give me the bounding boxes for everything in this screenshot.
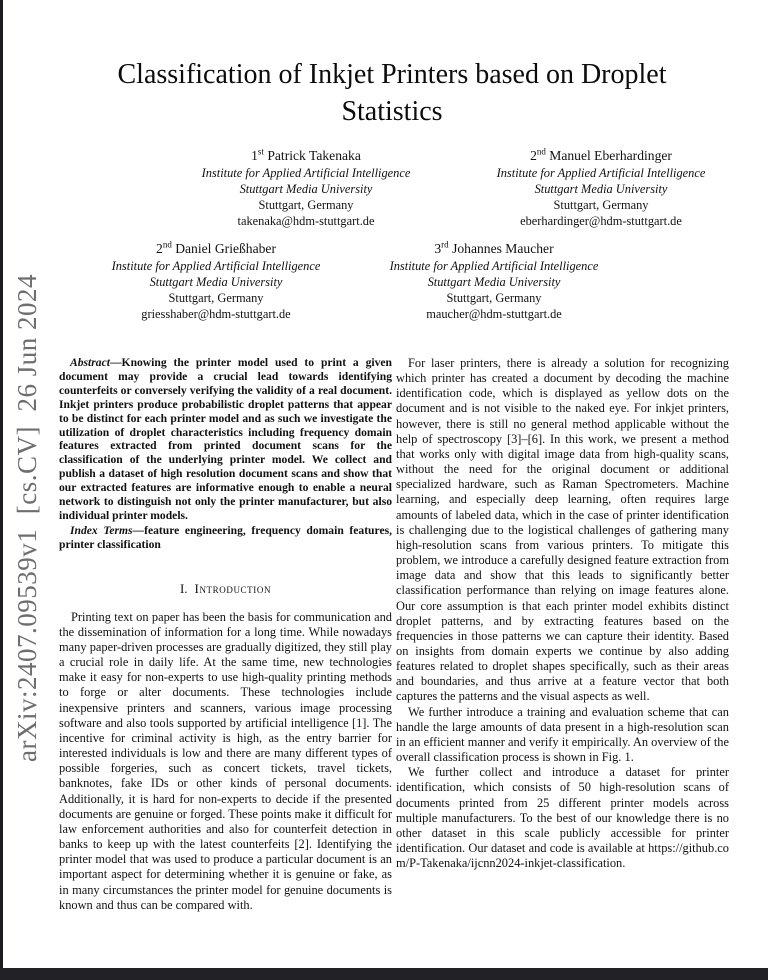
section-title: Introduction — [194, 580, 272, 596]
body-paragraph-3 — [396, 765, 729, 871]
abstract-text: —Knowing the printer model used to print a given document may provide a crucial lead towards identifying counterfeits or conversely verifying the validity of a real document. Inkjet printers produce probabilistic droplet patterns that appear to be distinct for each printer model and as such we investigate the utilization of droplet characteristics including frequency domain features extracted from printed document scans for the classification of the underlying printer model. We collect and publish a dataset of high resolution document scans and show that our extracted features are informative enough to enable a neural network to distinguish not only the printer manufacturer, but also individual printer models. — [59, 356, 392, 522]
author-name: 2nd Manuel Eberhardinger — [530, 146, 672, 163]
author-email: eberhardinger@hdm-stuttgart.de — [520, 214, 682, 228]
author-department: Institute for Applied Artificial Intelligence — [201, 166, 411, 180]
author-university: Stuttgart Media University — [534, 182, 668, 196]
author-block-4 — [329, 241, 659, 322]
arxiv-watermark: arXiv:2407.09539v1 [cs.CV] 26 Jun 2024 — [12, 274, 42, 762]
abstract-label: Abstract — [70, 356, 110, 369]
author-department: Institute for Applied Artificial Intelligence — [496, 166, 706, 180]
author-city: Stuttgart, Germany — [553, 198, 649, 212]
intro-paragraph-1: Printing text on paper has been the basis for communication and the dissemination of information for a long time. While nowadays many paper-driven processes are gradually digitized, they still play a crucial role in daily life. At the same time, new technologies make it easy for non-experts to use high-quality printing methods to forge or alter documents. These technologies include inexpensive printers and scanners, various image processing software and also tools supported by artificial intelligence [1]. The incentive for criminal activity is high, as the entry barrier for interested individuals is low and there are many different types of possible forgeries, such as concert tickets, travel tickets, banknotes, fake IDs or other kinds of personal documents. Additionally, it is hard for non-experts to decide if the presented documents are genuine or forged. These points make it difficult for law enforcement authorities and also for counterfeit detection in banks to keep up with the latest counterfeits [2]. Identifying the printer model that was used to produce a particular document is an important aspect for determining whether it is genuine or fake, as in many circumstances the printer model for genuine documents is known and thus can be compared with. — [59, 609, 392, 912]
body-paragraph-2: We further introduce a training and evaluation scheme that can handle the large amounts of data present in a high-resolution scan in an efficient manner and verify it empirically. An overview of the overall classification process is shown in Fig. 1. — [396, 704, 729, 765]
author-name: 2nd Daniel Grießhaber — [156, 239, 276, 256]
author-department: Institute for Applied Artificial Intelligence — [389, 259, 599, 273]
author-department: Institute for Applied Artificial Intelligence — [111, 259, 321, 273]
left-column — [59, 356, 392, 913]
body-paragraph-1: For laser printers, there is already a solution for recognizing which printer has created a document by decoding the machine identification code, which is displayed as yellow dots on the document and is not visible to the naked eye. For inkjet printers, however, there is still no general method applicable without the help of spectroscopy [3]–[6]. In this work, we present a method that works only with digital image data from high-quality scans, without the need for the original document or additional specialized hardware, such as Raman Spectrometers. Machine learning, and especially deep learning, often requires large amounts of labeled data, which in the case of printer identification is challenging due to the logistical challenges of gathering many high-resolution scans from various printers. To mitigate this problem, we introduce a carefully designed feature extraction from image data and show that this leads to significantly better classification performance than relying on image features alone. Our core assumption is that each printer model exhibits distinct droplet patterns, and by extracting features based on the frequencies in those patterns we can capture their identity. Based on insights from domain experts we continue by also adding features related to droplet shapes specifically, such as their areas and boundaries, and thus arrive at a feature vector that both captures the patterns and the visual aspects as well. — [396, 356, 729, 704]
author-name: 1st Patrick Takenaka — [251, 146, 361, 163]
right-column — [396, 356, 729, 871]
author-city: Stuttgart, Germany — [258, 198, 354, 212]
author-email: takenaka@hdm-stuttgart.de — [237, 214, 375, 228]
paper-title: Classification of Inkjet Printers based on Droplet Statistics — [117, 59, 667, 127]
page-bottom-bar — [0, 968, 768, 980]
author-city: Stuttgart, Germany — [168, 291, 264, 305]
author-university: Stuttgart Media University — [149, 275, 283, 289]
section-heading-introduction — [59, 581, 392, 597]
body-paragraph-3-text: We further collect and introduce a dataset for printer identification, which consists of 50 high-resolution scans of documents printed from 25 different printer models across multiple manufacturers. To the best of our knowledge there is no other dataset in this scale publicly accessible for printer identification. Our dataset and code is available at — [396, 765, 729, 855]
index-terms-text: —feature engineering, frequency domain features, printer classification — [59, 523, 392, 551]
author-name: 3rd Johannes Maucher — [434, 239, 554, 256]
author-university: Stuttgart Media University — [239, 182, 373, 196]
page-left-border — [0, 0, 3, 980]
author-block-1 — [141, 148, 471, 229]
author-email: griesshaber@hdm-stuttgart.de — [141, 307, 291, 321]
author-university: Stuttgart Media University — [427, 275, 561, 289]
author-city: Stuttgart, Germany — [446, 291, 542, 305]
index-terms — [59, 524, 392, 552]
index-terms-label: Index Terms — [70, 523, 133, 537]
author-email: maucher@hdm-stuttgart.de — [426, 307, 562, 321]
dataset-repository-link[interactable]: https://github.com/P-Takenaka/ijcnn2024-inkjet-classification. — [396, 841, 729, 871]
abstract — [59, 356, 392, 523]
section-number: I. — [179, 580, 188, 596]
author-block-2 — [436, 148, 766, 229]
